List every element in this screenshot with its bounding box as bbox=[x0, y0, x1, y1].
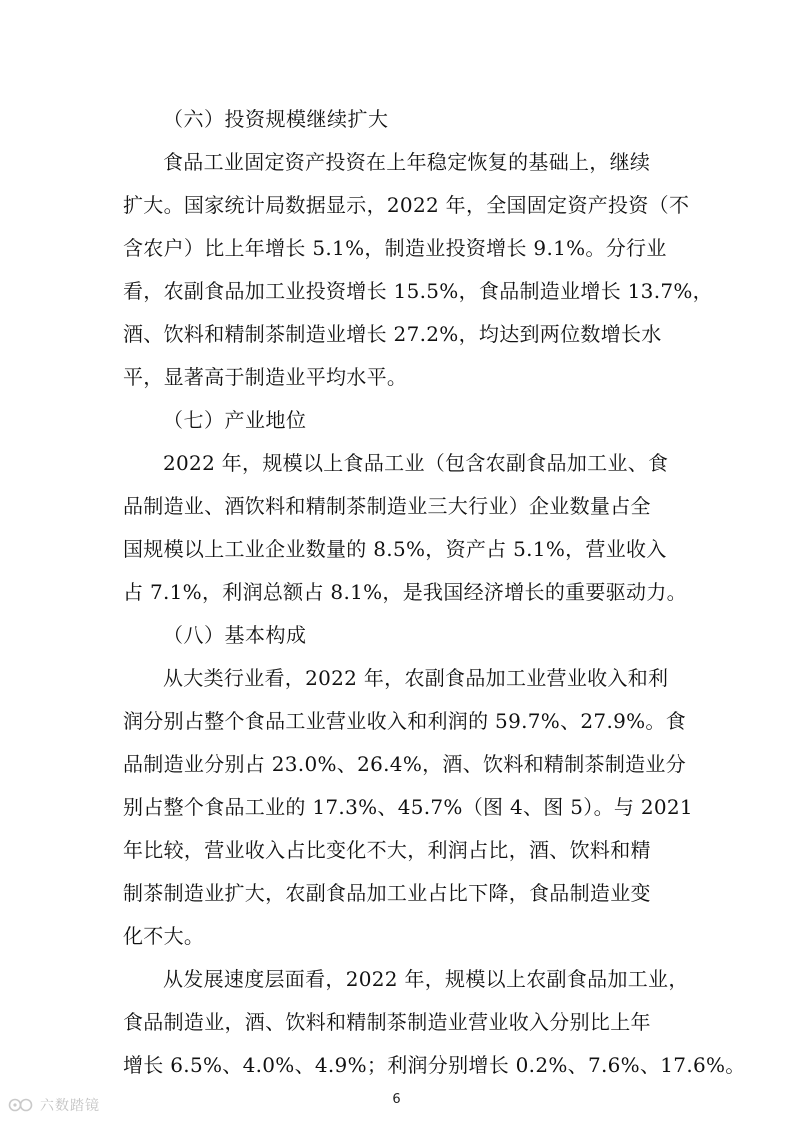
heading-section-6: （六）投资规模继续扩大 bbox=[163, 107, 389, 131]
heading-section-7: （七）产业地位 bbox=[163, 408, 307, 432]
heading-section-8: （八）基本构成 bbox=[163, 623, 307, 647]
paragraph-line: 增长 6.5%、4.0%、4.9%；利润分别增长 0.2%、7.6%、17.6%。 bbox=[123, 1053, 746, 1077]
paragraph-line: 化不大。 bbox=[123, 924, 205, 948]
watermark-logo-icon bbox=[8, 1097, 36, 1113]
paragraph-line: 品制造业、酒饮料和精制茶制造业三大行业）企业数量占全 bbox=[123, 494, 651, 518]
paragraph-line: 2022 年，规模以上食品工业（包含农副食品加工业、食 bbox=[163, 451, 669, 475]
paragraph-line: 占 7.1%，利润总额占 8.1%，是我国经济增长的重要驱动力。 bbox=[123, 580, 687, 604]
paragraph-line: 平，显著高于制造业平均水平。 bbox=[123, 365, 408, 389]
paragraph-line: 从发展速度层面看，2022 年，规模以上农副食品加工业， bbox=[163, 967, 689, 991]
paragraph-line: 年比较，营业收入占比变化不大，利润占比，酒、饮料和精 bbox=[123, 838, 651, 862]
watermark bbox=[8, 1094, 100, 1116]
paragraph-line: 看，农副食品加工业投资增长 15.5%，食品制造业增长 13.7%， bbox=[123, 279, 713, 303]
paragraph-line: 从大类行业看，2022 年，农副食品加工业营业收入和利 bbox=[163, 666, 669, 690]
page-number: 6 bbox=[392, 1092, 401, 1107]
paragraph-line: 扩大。国家统计局数据显示，2022 年，全国固定资产投资（不 bbox=[123, 193, 690, 217]
paragraph-line: 品制造业分别占 23.0%、26.4%，酒、饮料和精制茶制造业分 bbox=[123, 752, 687, 776]
paragraph-line: 食品制造业，酒、饮料和精制茶制造业营业收入分别比上年 bbox=[123, 1010, 651, 1034]
paragraph-line: 别占整个食品工业的 17.3%、45.7%（图 4、图 5）。与 2021 bbox=[123, 795, 693, 819]
paragraph-line: 润分别占整个食品工业营业收入和利润的 59.7%、27.9%。食 bbox=[123, 709, 687, 733]
paragraph-line: 食品工业固定资产投资在上年稳定恢复的基础上，继续 bbox=[163, 150, 651, 174]
watermark-text: 六数踏镜 bbox=[40, 1098, 100, 1114]
paragraph-line: 国规模以上工业企业数量的 8.5%，资产占 5.1%，营业收入 bbox=[123, 537, 667, 561]
paragraph-line: 含农户）比上年增长 5.1%，制造业投资增长 9.1%。分行业 bbox=[123, 236, 667, 260]
paragraph-line: 制茶制造业扩大，农副食品加工业占比下降，食品制造业变 bbox=[123, 881, 651, 905]
paragraph-line: 酒、饮料和精制茶制造业增长 27.2%，均达到两位数增长水 bbox=[123, 322, 662, 346]
